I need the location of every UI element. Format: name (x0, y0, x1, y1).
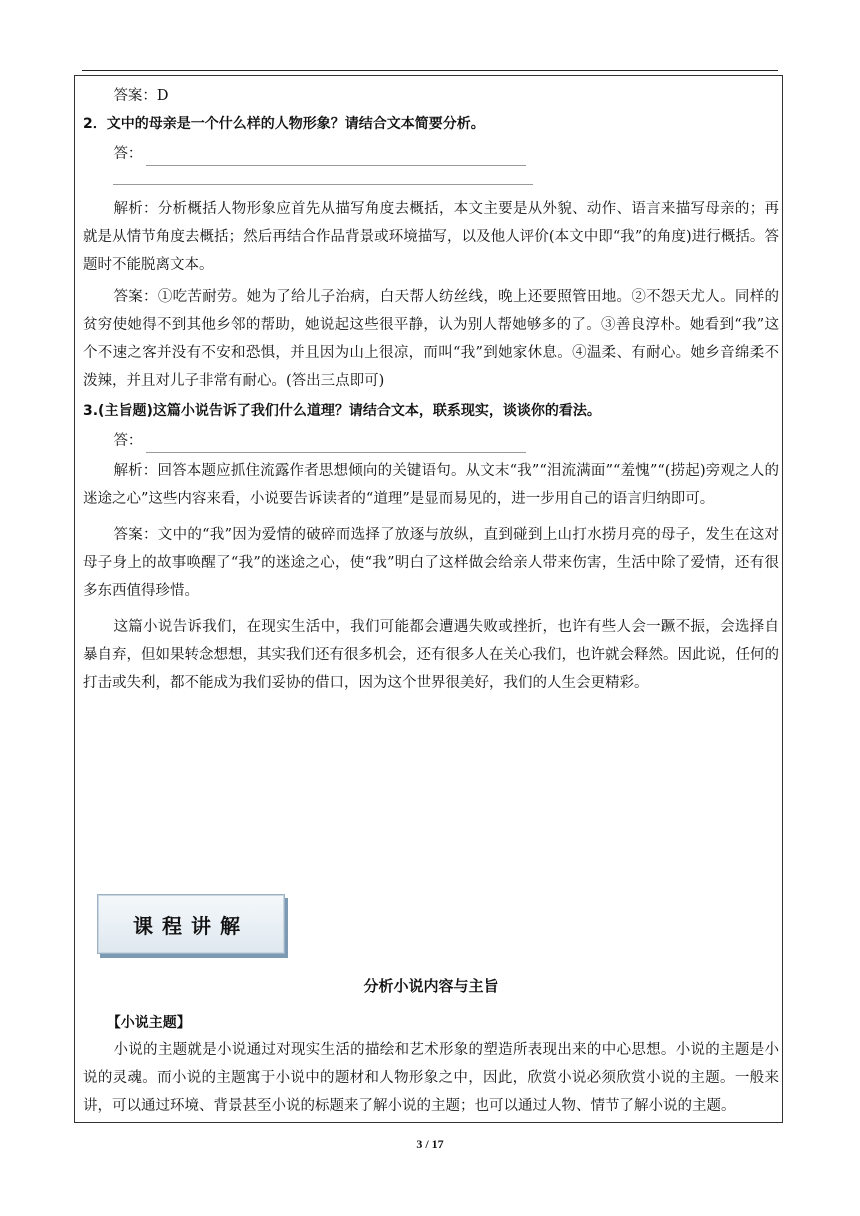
banner-label: 课程讲解 (133, 913, 249, 938)
q2-answer: 答案：①吃苦耐劳。她为了给儿子治病，白天帮人纺丝线，晚上还要照管田地。②不怨天尤人。同样的贫穷使她得不到其他乡邻的帮助，她说起这些很平静，认为别人帮她够多的了。③善良淳朴。她看到“我”这个不速之客并没有不安和恐惧，并且因为山上很凉，而叫“我”到她家休息。④温柔、有耐心。她乡音绵柔不泼辣，并且对儿子非常有耐心。(答出三点即可) (83, 289, 779, 389)
q2-blank-line-2[interactable] (113, 166, 533, 185)
q3-analysis: 解析：回答本题应抓住流露作者思想倾向的关键语句。从文末“我”“泪流满面”“羞愧”“(捞起)旁观之人的迷途之心”这些内容来看，小说要告诉读者的“道理”是显而易见的，进一步用自己的语言归纳即可。 (83, 463, 779, 507)
section-subtitle: 【小说主题】 (106, 1015, 191, 1031)
exercise-section (83, 84, 779, 697)
q3-answer-continued: 这篇小说告诉我们，在现实生活中，我们可能都会遭遇失败或挫折，也许有些人会一蹶不振，会选择自暴自弃，但如果转念想想，其实我们还有很多机会，还有很多人在关心我们，也许就会释然。因此说，任何的打击或失利，都不能成为我们妥协的借口，因为这个世界很美好，我们的人生会更精彩。 (83, 619, 779, 691)
q2-question: 2．文中的母亲是一个什么样的人物形象？请结合文本简要分析。 (83, 116, 485, 132)
section-body: 小说的主题就是小说通过对现实生活的描绘和艺术形象的塑造所表现出来的中心思想。小说的主题是小说的灵魂。而小说的主题寓于小说中的题材和人物形象之中，因此，欣赏小说必须欣赏小说的主题。一般来讲，可以通过环境、背景甚至小说的标题来了解小说的主题；也可以通过人物、情节了解小说的主题。 (83, 1042, 779, 1114)
q2-answer-prompt: 答： (113, 146, 143, 162)
section-title: 分析小说内容与主旨 (363, 977, 499, 995)
theme-section (83, 1010, 779, 1120)
q3-question: 3.(主旨题)这篇小说告诉了我们什么道理？请结合文本，联系现实，谈谈你的看法。 (83, 403, 601, 419)
page-number: 3 / 17 (416, 1137, 444, 1151)
q2-answer-line[interactable] (83, 136, 779, 166)
q3-answer-line[interactable] (83, 423, 779, 453)
header-rule (82, 70, 778, 71)
q3-answer-prompt: 答： (113, 433, 143, 449)
q2-blank-rule (146, 149, 526, 166)
q3-answer: 答案：文中的“我”因为爱情的破碎而选择了放逐与放纵，直到碰到上山打水捞月亮的母子，发生在这对母子身上的故事唤醒了“我”的迷途之心，使“我”明白了这样做会给亲人带来伤害，生活中除了爱情，还有很多东西值得珍惜。 (83, 527, 779, 599)
q2-analysis: 解析：分析概括人物形象应首先从描写角度去概括，本文主要是从外貌、动作、语言来描写母亲的；再就是从情节角度去概括；然后再结合作品背景或环境描写，以及他人评价(本文中即“我”的角度)进行概括。答题时不能脱离文本。 (83, 201, 779, 273)
q1-answer: 答案：D (113, 88, 169, 104)
q3-blank-rule (146, 436, 526, 453)
course-explanation-banner (97, 894, 285, 954)
